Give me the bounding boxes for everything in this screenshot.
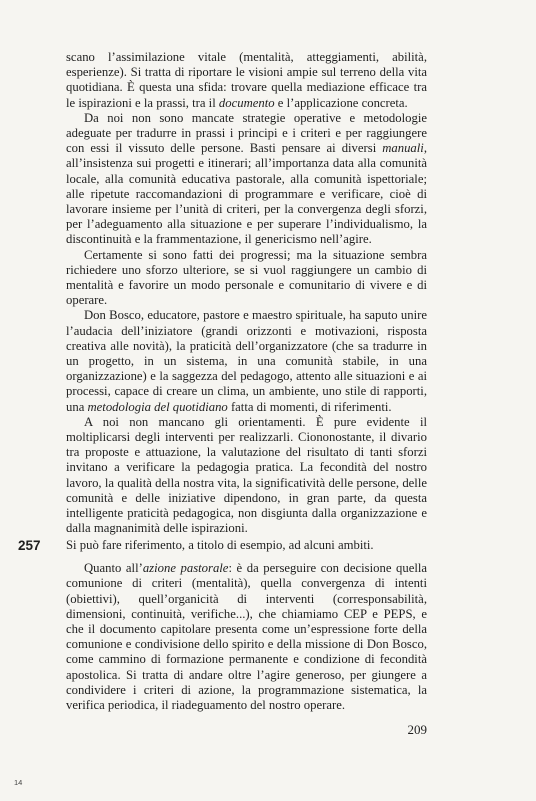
text-run: : è da perseguire con decisione quella comunione di criteri (mentalità), quella convergenza di intenti (obiettivi), quell’organicità di interventi (corresponsabilità, dimensioni, continuità, verifiche...), che chiamiamo CEP e PEPS, e che il documento capitolare presenta come un’espressione forte della comunione e condivisione dello spirito e della missione di Don Bosco, come cammino di formazione permanente e condizione di fecondità apostolica. Si tratta di andare oltre l’agire generoso, per giungere a condividere i criteri di azione, la programmazione sistematica, la verifica periodica, il riadeguamento del nostro operare. [66, 561, 428, 713]
footer-mark: 14 [14, 778, 23, 787]
text-run: scano l’assimilazione vitale (mentalità, atteggiamenti, abilità, esperienze). Si tratta di riportare le visioni ampie sul terreno della vita quotidiana. È questa una sfida: trovare quella mediazione efficace tra le ispirazioni e la prassi, tra il [66, 50, 427, 110]
paragraph [66, 415, 427, 537]
text-run: Si può fare riferimento, a titolo di esempio, ad alcuni ambiti. [66, 538, 374, 552]
page-number: 209 [407, 722, 427, 737]
italic-text: azione pastorale [142, 561, 229, 576]
text-run: Don Bosco, educatore, pastore e maestro spirituale, ha saputo unire l’audacia dell’iniziatore (grandi orizzonti e motivazioni, risposta creativa alle novità), la praticità dell’organizzatore (che sa tradurre in un progetto, in un sistema, in una comunità stabile, in una organizzazione) e la saggezza del pedagogo, attento alle situazioni e ai processi, capace di creare un clima, un ambiente, uno stile di rapporti, una [66, 308, 427, 414]
text-run: fatta di momenti, di riferimenti. [227, 399, 392, 414]
paragraph [66, 50, 427, 111]
paragraph [66, 111, 427, 248]
text-run: A noi non mancano gli orientamenti. È pure evidente il moltiplicarsi degli interventi per realizzarli. Ciononostante, il divario tra proposte e attuazione, la valutazione del risultato di tanti sforzi invitano a verificare la pedagogia pratica. La fecondità del nostro lavoro, la qualità della nostra vita, la significatività delle persone, delle comunità e delle iniziative dipendono, in gran parte, da questa intelligente praticità pedagogica, non disgiunta dalla organizzazione e dalla magnanimità delle ispirazioni. [66, 414, 427, 536]
section-number: 257 [18, 538, 41, 553]
body-text [66, 50, 427, 537]
italic-text: metodologia del quotidiano [87, 399, 228, 414]
text-run: Da noi non sono mancate strategie operative e metodologie adeguate per tradurre in prassi i principi e i criteri e per raggiungere con essi il vissuto delle persone. Basti pensare ai diversi [66, 110, 427, 156]
paragraph [66, 248, 427, 309]
paragraph [66, 561, 427, 713]
italic-text: manuali [382, 141, 424, 156]
text-run: Quanto all’ [84, 561, 143, 576]
text-run: e l’applicazione concreta. [274, 95, 408, 110]
text-run: Certamente si sono fatti dei progressi; ma la situazione sembra richiedere uno sforzo ulteriore, se si vuol raggiungere un cambio di mentalità e favorire un modo personale e comunitario di vivere e di operare. [66, 247, 427, 308]
paragraph [66, 538, 427, 553]
italic-text: documento [218, 95, 275, 110]
numbered-section [18, 538, 427, 713]
paragraph [66, 308, 427, 414]
text-run: , all’insistenza sui progetti e itinerari; all’importanza data alla comunità locale, alla comunità educativa pastorale, alla comunità ispettoriale; alle ripetute raccomandazioni di programmare e verificare, cioè di lavorare insieme per l’unità di criteri, per la convergenza degli sforzi, per l’adeguamento alla situazione e per superare l’individualismo, la discontinuità e la frammentazione, il genericismo nell’agire. [66, 141, 427, 247]
section-body [66, 538, 427, 713]
